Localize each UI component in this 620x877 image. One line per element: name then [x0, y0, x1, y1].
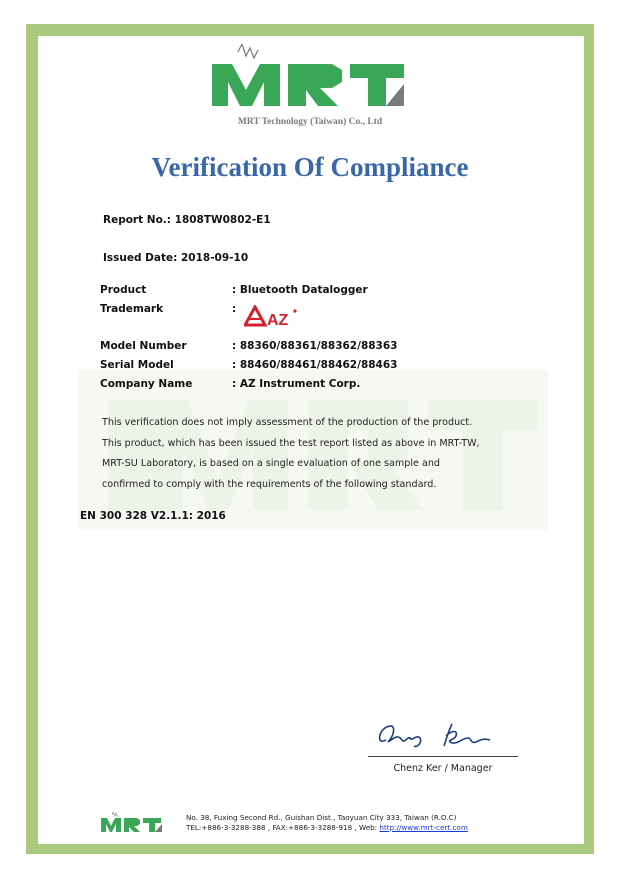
statement-line: confirmed to comply with the requirements of the following standard. — [102, 478, 437, 490]
compliance-statement — [102, 413, 552, 495]
frame-top-bar — [26, 24, 590, 34]
trademark-colon: : — [232, 303, 237, 315]
model-number-value: : 88360/88361/88362/88363 — [232, 340, 398, 352]
az-trademark-logo — [244, 305, 304, 329]
frame-left-bar — [26, 24, 36, 854]
company-name-header: MRT Technology (Taiwan) Co., Ltd — [237, 117, 383, 127]
serial-model-label: Serial Model — [100, 359, 174, 371]
mrt-logo-text: MRT — [210, 44, 213, 45]
footer-address: No. 38, Fuxing Second Rd., Guishan Dist., Taoyuan City 333, Taiwan (R.O.C) — [186, 813, 457, 822]
az-logo-text: AZ — [267, 312, 289, 329]
mrt-logo — [210, 44, 406, 114]
product-value: : Bluetooth Datalogger — [232, 284, 368, 296]
company-name-value: : AZ Instrument Corp. — [232, 378, 361, 390]
footer-contact: TEL:+886-3-3288-388 , FAX:+886-3-3288-918 , Web: — [186, 822, 380, 832]
model-number-label: Model Number — [100, 340, 187, 352]
footer-contact-block — [186, 813, 468, 832]
statement-line: This product, which has been issued the test report listed as above in MRT-TW, — [102, 437, 480, 449]
signatory-name: Chenz Ker / Manager — [393, 763, 493, 774]
company-name-label: Company Name — [100, 378, 193, 390]
serial-model-value: : 88460/88461/88462/88463 — [232, 359, 398, 371]
page-title: Verification Of Compliance — [151, 152, 469, 182]
statement-line: This verification does not imply assessment of the production of the product. — [102, 417, 473, 428]
standard-reference: EN 300 328 V2.1.1: 2016 — [80, 510, 226, 522]
trademark-label: Trademark — [100, 303, 164, 315]
footer-contact-line — [186, 823, 468, 833]
issued-date: Issued Date: 2018-09-10 — [103, 252, 249, 264]
footer-logo-text: MRT — [100, 812, 103, 813]
signature-line — [368, 756, 518, 757]
product-label: Product — [100, 284, 147, 296]
report-number: Report No.: 1808TW0802-E1 — [103, 214, 271, 226]
statement-line: MRT-SU Laboratory, is based on a single evaluation of one sample and — [102, 458, 440, 469]
handwritten-signature — [372, 716, 502, 756]
footer-mrt-logo — [100, 812, 164, 834]
footer-website-link[interactable]: http://www.mrt-cert.com — [379, 822, 468, 832]
